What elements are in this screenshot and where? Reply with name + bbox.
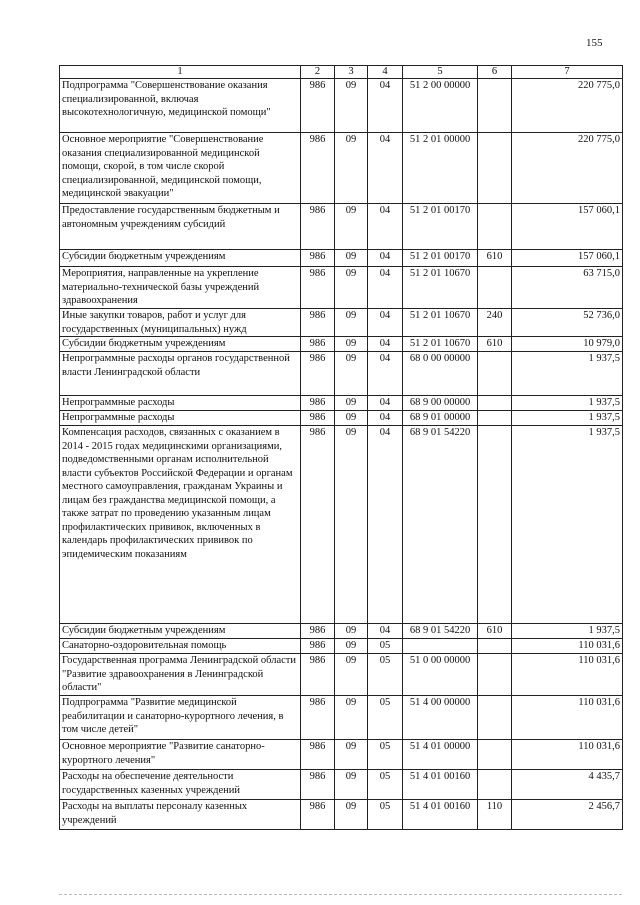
row-name: Мероприятия, направленные на укрепление материально-технической базы учреждений здравоохранения [60, 267, 301, 309]
table-row [60, 624, 623, 639]
section-code: 09 [335, 309, 368, 337]
section-code: 09 [335, 696, 368, 740]
row-name: Непрограммные расходы [60, 411, 301, 426]
subsection-code: 04 [368, 204, 403, 250]
table-row [60, 267, 623, 309]
expense-type-code: 110 [478, 800, 512, 830]
amount: 1 937,5 [512, 352, 623, 396]
table-row [60, 800, 623, 830]
row-name: Предоставление государственным бюджетным и автономным учреждениям субсидий [60, 204, 301, 250]
table-row [60, 639, 623, 654]
section-code: 09 [335, 204, 368, 250]
footer-rule [59, 894, 622, 895]
section-code: 09 [335, 396, 368, 411]
expense-type-code: 610 [478, 624, 512, 639]
row-name: Расходы на обеспечение деятельности государственных казенных учреждений [60, 770, 301, 800]
section-code: 09 [335, 133, 368, 204]
subsection-code: 05 [368, 800, 403, 830]
admin-code: 986 [301, 411, 335, 426]
section-code: 09 [335, 267, 368, 309]
table-row [60, 426, 623, 624]
target-article-code: 51 2 01 00170 [403, 250, 478, 267]
page-number: 155 [586, 37, 603, 49]
expense-type-code [478, 654, 512, 696]
subsection-code: 04 [368, 624, 403, 639]
admin-code: 986 [301, 770, 335, 800]
amount: 110 031,6 [512, 654, 623, 696]
target-article-code: 51 4 01 00160 [403, 800, 478, 830]
row-name: Компенсация расходов, связанных с оказанием в 2014 - 2015 годах медицинскими организациями, подведомственными органам исполнительной власти субъектов Российской Федерации и органам местного самоуправления, гражданам Украины и лицам без гражданства медицинской помощи, а также затрат по проведению указанным лицам профилактических прививок, включенных в календарь профилактических прививок по эпидемическим показаниям [60, 426, 301, 624]
target-article-code: 51 2 01 00000 [403, 133, 478, 204]
header-cell: 6 [478, 66, 512, 79]
section-code: 09 [335, 79, 368, 133]
row-name: Иные закупки товаров, работ и услуг для государственных (муниципальных) нужд [60, 309, 301, 337]
table-row [60, 696, 623, 740]
section-code: 09 [335, 411, 368, 426]
header-cell: 1 [60, 66, 301, 79]
amount: 157 060,1 [512, 204, 623, 250]
section-code: 09 [335, 250, 368, 267]
admin-code: 986 [301, 624, 335, 639]
table-row [60, 204, 623, 250]
target-article-code: 51 2 01 10670 [403, 309, 478, 337]
row-name: Государственная программа Ленинградской области "Развитие здравоохранения в Ленинградской области" [60, 654, 301, 696]
admin-code: 986 [301, 337, 335, 352]
amount: 220 775,0 [512, 133, 623, 204]
header-cell: 3 [335, 66, 368, 79]
row-name: Основное мероприятие "Развитие санаторно-курортного лечения" [60, 740, 301, 770]
header-cell: 5 [403, 66, 478, 79]
amount: 52 736,0 [512, 309, 623, 337]
section-code: 09 [335, 770, 368, 800]
expense-type-code [478, 352, 512, 396]
row-name: Подпрограмма "Совершенствование оказания специализированной, включая высокотехнологичную, медицинской помощи" [60, 79, 301, 133]
expense-type-code [478, 639, 512, 654]
section-code: 09 [335, 352, 368, 396]
row-name: Основное мероприятие "Совершенствование оказания специализированной медицинской помощи, скорой, в том числе скорой специализированной, медицинской помощи, медицинской эвакуации" [60, 133, 301, 204]
section-code: 09 [335, 800, 368, 830]
admin-code: 986 [301, 800, 335, 830]
admin-code: 986 [301, 309, 335, 337]
expense-type-code [478, 267, 512, 309]
section-code: 09 [335, 624, 368, 639]
row-name: Санаторно-оздоровительная помощь [60, 639, 301, 654]
expense-type-code [478, 740, 512, 770]
table-row [60, 337, 623, 352]
amount: 2 456,7 [512, 800, 623, 830]
table-row [60, 740, 623, 770]
admin-code: 986 [301, 267, 335, 309]
subsection-code: 04 [368, 396, 403, 411]
subsection-code: 05 [368, 770, 403, 800]
subsection-code: 04 [368, 337, 403, 352]
target-article-code: 68 9 00 00000 [403, 396, 478, 411]
subsection-code: 04 [368, 352, 403, 396]
target-article-code: 51 2 01 00170 [403, 204, 478, 250]
subsection-code: 05 [368, 740, 403, 770]
amount: 63 715,0 [512, 267, 623, 309]
target-article-code: 51 4 00 00000 [403, 696, 478, 740]
expense-type-code [478, 696, 512, 740]
header-cell: 2 [301, 66, 335, 79]
expense-type-code [478, 396, 512, 411]
row-name: Непрограммные расходы органов государственной власти Ленинградской области [60, 352, 301, 396]
table-row [60, 770, 623, 800]
subsection-code: 04 [368, 411, 403, 426]
target-article-code: 51 2 01 10670 [403, 337, 478, 352]
target-article-code: 68 9 01 54220 [403, 624, 478, 639]
subsection-code: 04 [368, 79, 403, 133]
target-article-code: 68 9 01 00000 [403, 411, 478, 426]
row-name: Подпрограмма "Развитие медицинской реабилитации и санаторно-курортного лечения, в том числе детей" [60, 696, 301, 740]
row-name: Расходы на выплаты персоналу казенных учреждений [60, 800, 301, 830]
table-row [60, 654, 623, 696]
admin-code: 986 [301, 250, 335, 267]
expense-type-code [478, 411, 512, 426]
amount: 1 937,5 [512, 396, 623, 411]
row-name: Субсидии бюджетным учреждениям [60, 624, 301, 639]
admin-code: 986 [301, 79, 335, 133]
expense-type-code: 240 [478, 309, 512, 337]
subsection-code: 04 [368, 133, 403, 204]
amount: 110 031,6 [512, 740, 623, 770]
amount: 10 979,0 [512, 337, 623, 352]
admin-code: 986 [301, 352, 335, 396]
expense-type-code [478, 204, 512, 250]
admin-code: 986 [301, 654, 335, 696]
amount: 157 060,1 [512, 250, 623, 267]
target-article-code: 51 0 00 00000 [403, 654, 478, 696]
target-article-code: 51 2 01 10670 [403, 267, 478, 309]
amount: 110 031,6 [512, 639, 623, 654]
header-cell: 4 [368, 66, 403, 79]
expense-type-code: 610 [478, 250, 512, 267]
table-row [60, 250, 623, 267]
target-article-code: 68 0 00 00000 [403, 352, 478, 396]
subsection-code: 04 [368, 426, 403, 624]
table-header-row [60, 66, 623, 79]
admin-code: 986 [301, 133, 335, 204]
amount: 4 435,7 [512, 770, 623, 800]
budget-table [59, 65, 623, 830]
target-article-code: 51 2 00 00000 [403, 79, 478, 133]
subsection-code: 04 [368, 267, 403, 309]
target-article-code: 68 9 01 54220 [403, 426, 478, 624]
row-name: Субсидии бюджетным учреждениям [60, 250, 301, 267]
table-row [60, 133, 623, 204]
section-code: 09 [335, 426, 368, 624]
section-code: 09 [335, 639, 368, 654]
table-row [60, 352, 623, 396]
target-article-code: 51 4 01 00160 [403, 770, 478, 800]
expense-type-code: 610 [478, 337, 512, 352]
target-article-code: 51 4 01 00000 [403, 740, 478, 770]
row-name: Субсидии бюджетным учреждениям [60, 337, 301, 352]
subsection-code: 05 [368, 696, 403, 740]
admin-code: 986 [301, 204, 335, 250]
section-code: 09 [335, 654, 368, 696]
expense-type-code [478, 133, 512, 204]
header-cell: 7 [512, 66, 623, 79]
table-row [60, 309, 623, 337]
admin-code: 986 [301, 639, 335, 654]
amount: 220 775,0 [512, 79, 623, 133]
expense-type-code [478, 770, 512, 800]
table-row [60, 396, 623, 411]
target-article-code [403, 639, 478, 654]
amount: 110 031,6 [512, 696, 623, 740]
subsection-code: 05 [368, 654, 403, 696]
admin-code: 986 [301, 426, 335, 624]
table-row [60, 411, 623, 426]
expense-type-code [478, 426, 512, 624]
subsection-code: 04 [368, 250, 403, 267]
subsection-code: 04 [368, 309, 403, 337]
admin-code: 986 [301, 696, 335, 740]
expense-type-code [478, 79, 512, 133]
subsection-code: 05 [368, 639, 403, 654]
admin-code: 986 [301, 396, 335, 411]
table-row [60, 79, 623, 133]
row-name: Непрограммные расходы [60, 396, 301, 411]
section-code: 09 [335, 740, 368, 770]
section-code: 09 [335, 337, 368, 352]
admin-code: 986 [301, 740, 335, 770]
amount: 1 937,5 [512, 624, 623, 639]
amount: 1 937,5 [512, 426, 623, 624]
amount: 1 937,5 [512, 411, 623, 426]
